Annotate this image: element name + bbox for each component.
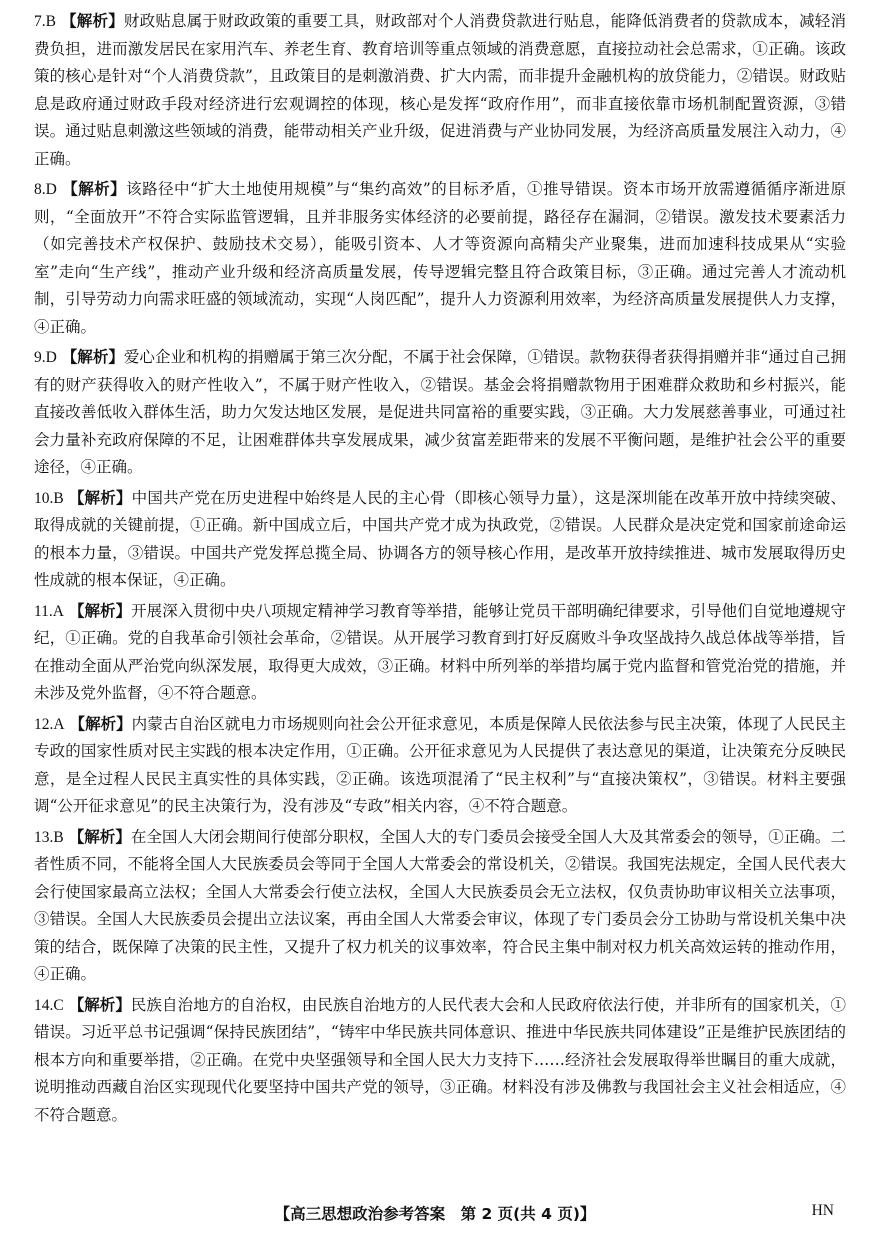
analysis-label: 【解析】	[69, 714, 132, 733]
answer-explanation: 开展深入贯彻中央八项规定精神学习教育等举措，能够让党员干部明确纪律要求，引导他们自觉地遵规守纪，①正确。党的自我革命引领社会革命，②错误。从开展学习教育到打好反腐败斗争攻坚战持久战总体战等举措，旨在推动全面从严治党向纵深发展，取得更大成效，③正确。材料中所列举的举措均属于党内监督和管党治党的措施，并未涉及党外监督，④不符合题意。	[34, 601, 846, 702]
answer-explanation: 财政贴息属于财政政策的重要工具，财政部对个人消费贷款进行贴息，能降低消费者的贷款成本，减轻消费负担，进而激发居民在家用汽车、养老生育、教育培训等重点领域的消费意愿，直接拉动社会总需求，①正确。该政策的核心是针对“个人消费贷款”，且政策目的是刺激消费、扩大内需，而非提升金融机构的放贷能力，②错误。财政贴息是政府通过财政手段对经济进行宏观调控的体现，核心是发挥“政府作用”，而非直接依靠市场机制配置资源，③错误。通过贴息刺激这些领域的消费，能带动相关产业升级，促进消费与产业协同发展，为经济高质量发展注入动力，④正确。	[34, 12, 846, 168]
page-footer	[0, 1200, 870, 1228]
answer-item-12	[34, 711, 846, 821]
answer-number: 12.A	[34, 715, 65, 733]
analysis-label: 【解析】	[68, 601, 132, 620]
answer-number: 7.B	[34, 13, 56, 30]
answer-item-7	[34, 8, 846, 173]
analysis-label: 【解析】	[61, 12, 124, 30]
answer-item-13	[34, 824, 846, 989]
answer-item-8	[34, 176, 846, 341]
answer-explanation: 该路径中“扩大土地使用规模”与“集约高效”的目标矛盾，①推导错误。资本市场开放需遵循循序渐进原则，“全面放开”不符合实际监管逻辑，且并非服务实体经济的必要前提，路径存在漏洞，②错误。激发技术要素活力（如完善技术产权保护、鼓励技术交易），能吸引资本、人才等资源向高精尖产业聚集，进而加速科技成果从“实验室”走向“生产线”，推动产业升级和经济高质量发展，传导逻辑完整且符合政策目标，③正确。通过完善人才流动机制，引导劳动力向需求旺盛的领域流动，实现“人岗匹配”，提升人力资源利用效率，为经济高质量发展提供人力支撑，④正确。	[34, 180, 846, 336]
answer-number: 9.D	[34, 349, 57, 366]
region-code: HN	[811, 1202, 834, 1219]
answer-item-10	[34, 485, 846, 595]
analysis-label: 【解析】	[62, 180, 127, 198]
answer-item-11	[34, 598, 846, 708]
analysis-label: 【解析】	[68, 995, 131, 1014]
answer-item-14	[34, 992, 846, 1130]
footer-title: 【高三思想政治参考答案 第 2 页(共 4 页)】	[274, 1205, 596, 1223]
answer-explanation: 爱心企业和机构的捐赠属于第三次分配，不属于社会保障，①错误。款物获得者获得捐赠并非“通过自己拥有的财产获得收入的财产性收入”，不属于财产性收入，②错误。基金会将捐赠款物用于困难群众救助和乡村振兴，能直接改善低收入群体生活，助力欠发达地区发展，是促进共同富裕的重要实践，③正确。大力发展慈善事业，可通过社会力量补充政府保障的不足，让困难群体共享发展成果，减少贫富差距带来的发展不平衡问题，是维护社会公平的重要途径，④正确。	[34, 348, 846, 476]
answer-list	[34, 8, 846, 1132]
analysis-label: 【解析】	[61, 348, 124, 366]
analysis-label: 【解析】	[68, 827, 131, 846]
answer-item-9	[34, 344, 846, 482]
answer-number: 10.B	[34, 489, 64, 507]
answer-number: 11.A	[34, 602, 64, 620]
answer-number: 8.D	[34, 181, 57, 198]
answer-number: 14.C	[34, 996, 64, 1014]
answer-explanation: 在全国人大闭会期间行使部分职权，全国人大的专门委员会接受全国人大及其常委会的领导，①正确。二者性质不同，不能将全国人大民族委员会等同于全国人大常委会的常设机关，②错误。我国宪法规定，全国人民代表大会行使国家最高立法权；全国人大常委会行使立法权，全国人大民族委员会无立法权，仅负责协助审议相关立法事项，③错误。全国人大民族委员会提出立法议案，再由全国人大常委会审议，体现了专门委员会分工协助与常设机关集中决策的结合，既保障了决策的民主性，又提升了权力机关的议事效率，符合民主集中制对权力机关高效运转的推动作用，④正确。	[34, 827, 846, 983]
answer-explanation: 中国共产党在历史进程中始终是人民的主心骨（即核心领导力量），这是深圳能在改革开放中持续突破、取得成就的关键前提，①正确。新中国成立后，中国共产党才成为执政党，②错误。人民群众是决定党和国家前途命运的根本力量，③错误。中国共产党发挥总揽全局、协调各方的领导核心作用，是改革开放持续推进、城市发展取得历史性成就的根本保证，④正确。	[34, 488, 846, 589]
answer-number: 13.B	[34, 828, 64, 846]
answer-explanation: 民族自治地方的自治权，由民族自治地方的人民代表大会和人民政府依法行使，并非所有的国家机关，①错误。习近平总书记强调“保持民族团结”，“铸牢中华民族共同体意识、推进中华民族共同体建设”正是维护民族团结的根本方向和重要举措，②正确。在党中央坚强领导和全国人民大力支持下……经济社会发展取得举世瞩目的重大成就，说明推动西藏自治区实现现代化要坚持中国共产党的领导，③正确。材料没有涉及佛教与我国社会主义社会相适应，④不符合题意。	[34, 995, 846, 1124]
analysis-label: 【解析】	[68, 488, 132, 507]
answer-explanation: 内蒙古自治区就电力市场规则向社会公开征求意见，本质是保障人民依法参与民主决策，体现了人民民主专政的国家性质对民主实践的根本决定作用，①正确。公开征求意见为人民提供了表达意见的渠道，让决策充分反映民意，是全过程人民民主真实性的具体实践，②正确。该选项混淆了“民主权利”与“直接决策权”，③错误。材料主要强调“公开征求意见”的民主决策行为，没有涉及“专政”相关内容，④不符合题意。	[34, 714, 846, 815]
